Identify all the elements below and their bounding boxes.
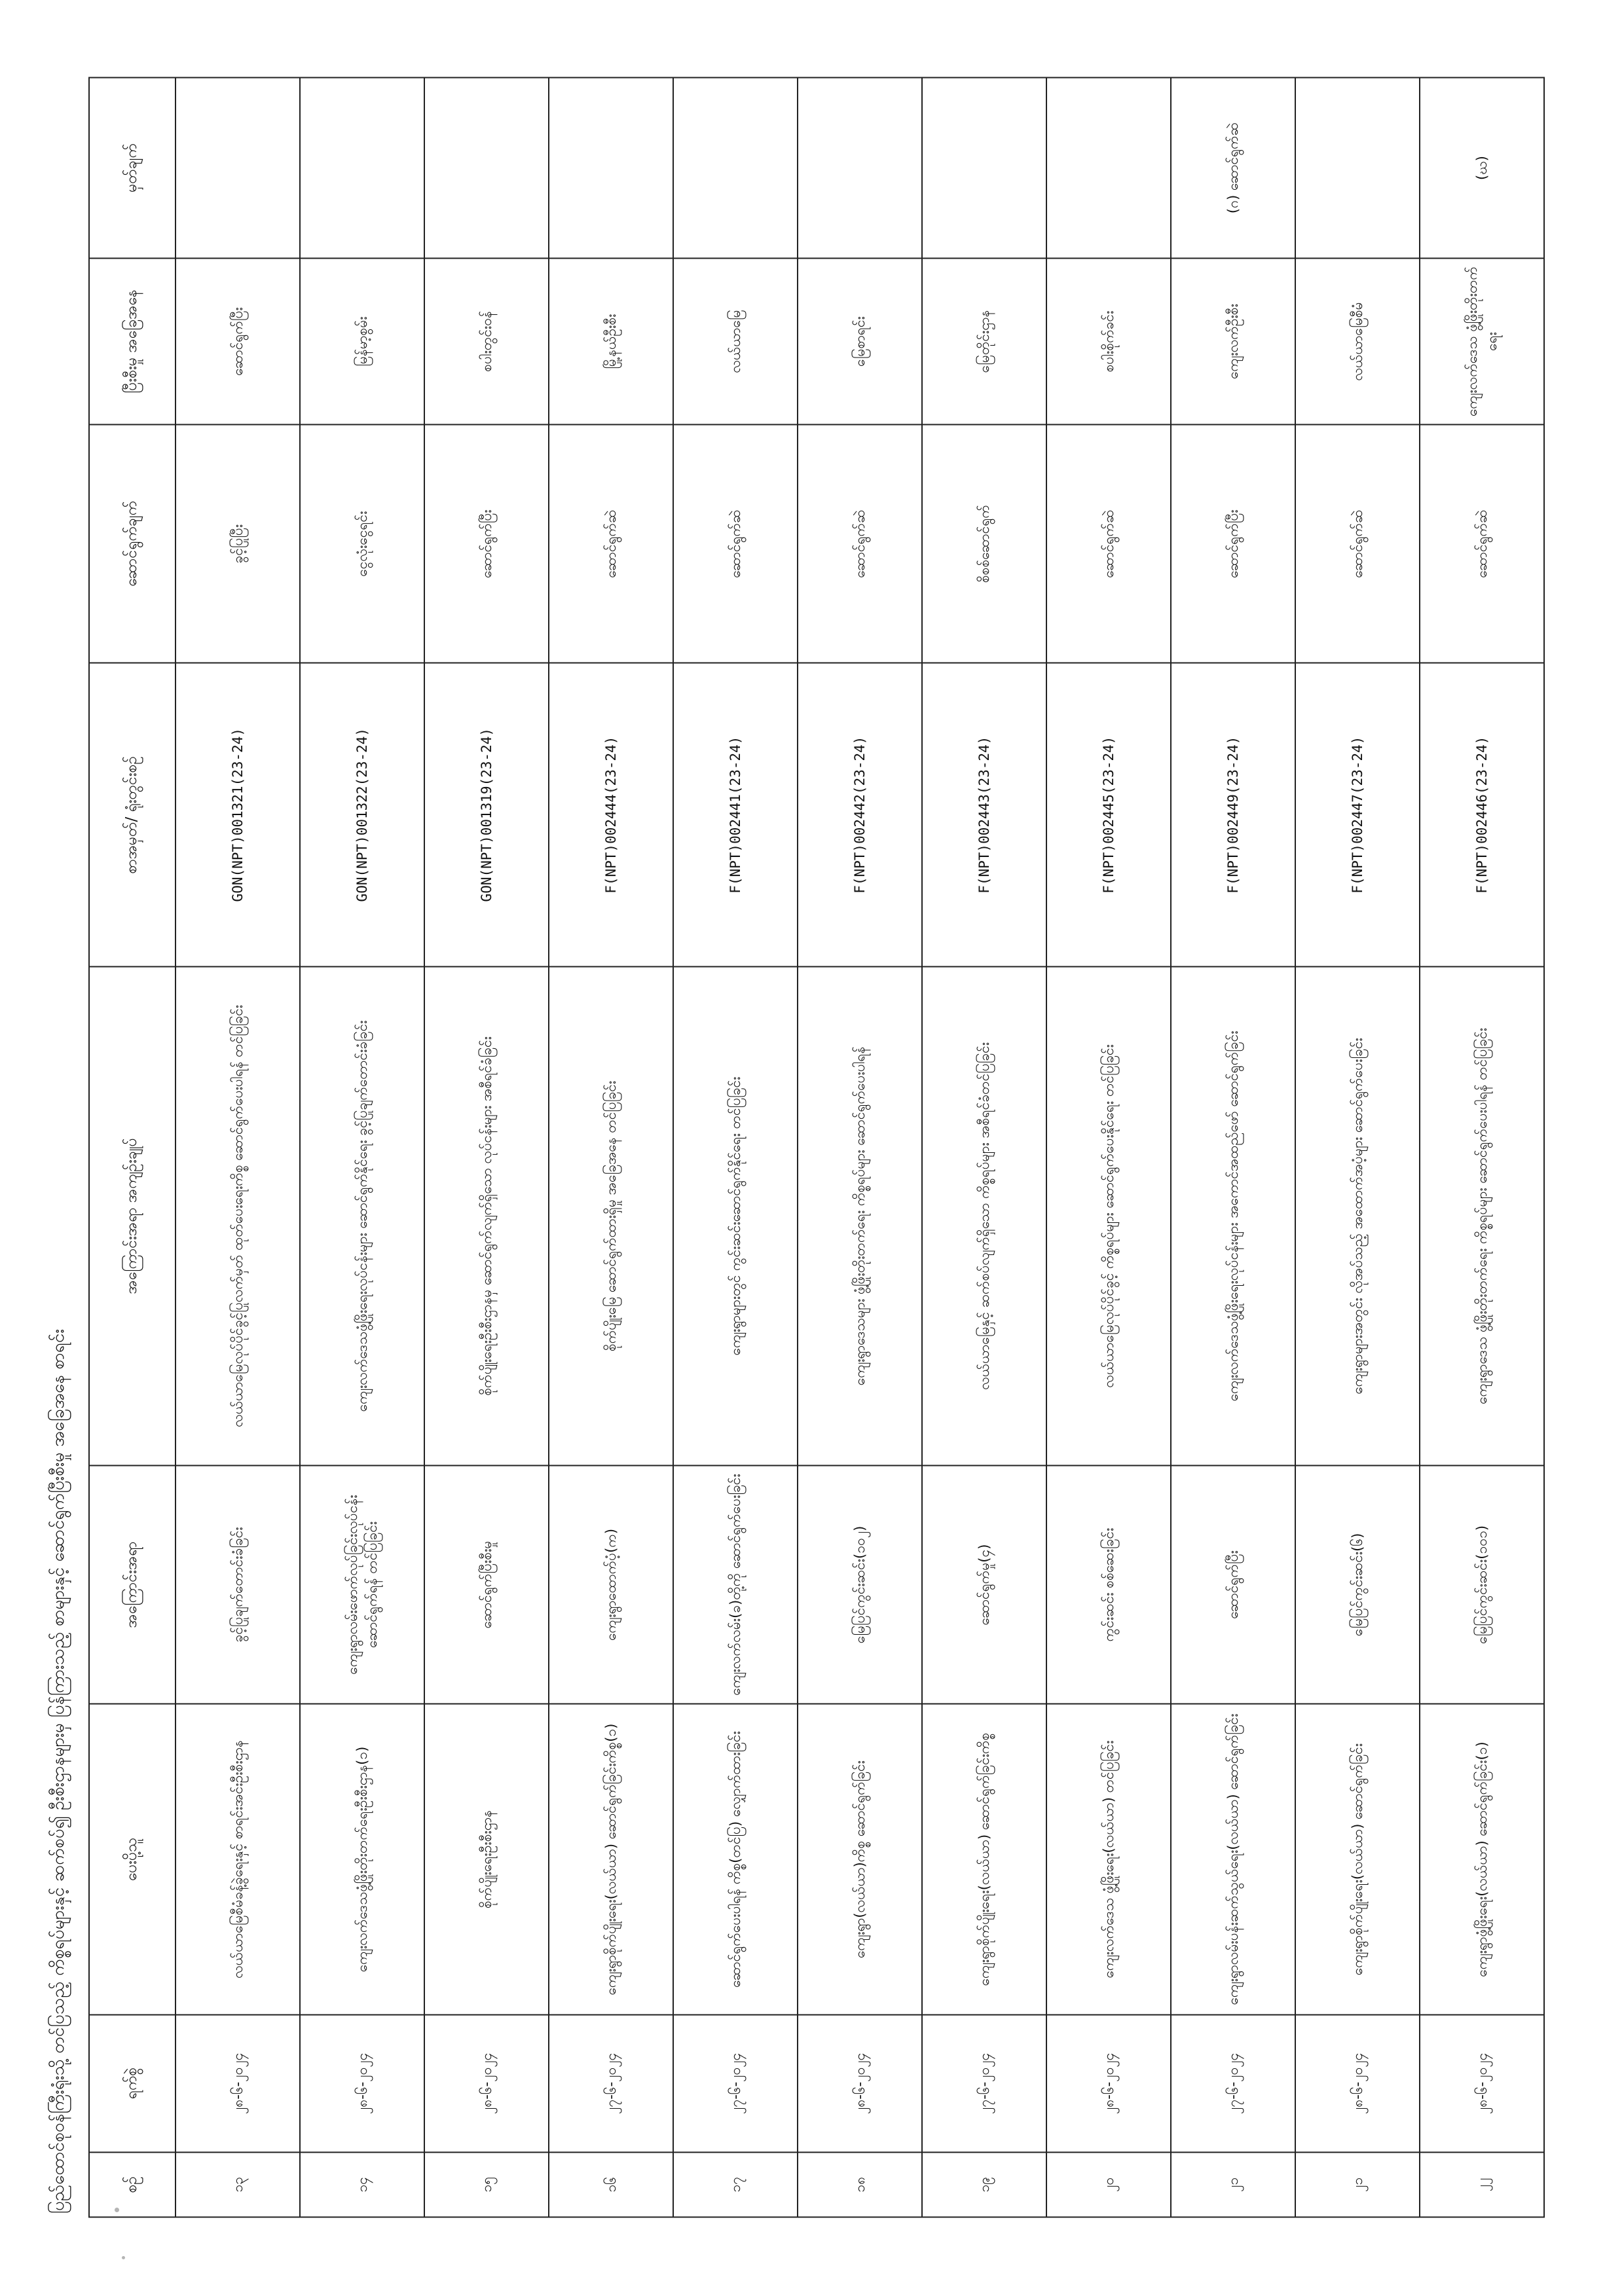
cell-content: ကျေးရွာများတွင် ကွင်းဆင်းဆောင်ရွက်နိုင်ရေး တင်ပြခြင်း bbox=[673, 966, 798, 1465]
cell-remark bbox=[922, 77, 1046, 258]
cell-remark bbox=[549, 77, 673, 258]
cell-content: လယ်ယာမြေလုပ်ပိုင်ခွင့်ပြုလက်မှတ် ထုတ်ပေးရေးကိစ္စ ဆောင်ရွက်ပေးပါရန် တင်ပြခြင်း bbox=[175, 966, 300, 1465]
cell-subject: ကျေးလက်လမ်း(ခ)တို့ကို ဆောင်ရွက်ပေးခြင်း bbox=[673, 1465, 798, 1704]
cell-date: ၂၈-၆-၂၀၂၄ bbox=[1420, 2014, 1544, 2152]
cell-no: ၂၁ bbox=[1171, 2152, 1295, 2217]
cell-action: ဆောင်ရွက်ဆဲ bbox=[1420, 424, 1544, 663]
cell-status: ကျေးလက်ဒေသ ဖွံ့ဖြိုးတိုးတက်ရေး bbox=[1420, 258, 1544, 424]
cell-letno: F(NPT)002442(23-24) bbox=[798, 663, 922, 966]
cell-sender: ကျေးရွာလမ်းပန်းဆက်သွယ်ရေး(လယ်ယာ) ဆောင်ရွက်ခြင်း bbox=[1171, 1704, 1295, 2014]
cell-sender: လယ်ယာမြေစီမံခန့်ခွဲရေးနှင့် စာရင်းအင်းဦးစီးဌာန bbox=[175, 1704, 300, 2014]
cell-subject: ကျေးရွာလမ်းဖောက်လုပ်ခြင်းလုပ်ငန်း ဆောင်ရွက်ရန် တင်ပြခြင်း bbox=[300, 1465, 424, 1704]
column-header-sender: ပေးပို့သူ bbox=[89, 1704, 175, 2014]
cell-date: ၂၇-၆-၂၀၂၄ bbox=[1171, 2014, 1295, 2152]
cell-status: ဆောင်ရွက်ပြီး bbox=[175, 258, 300, 424]
document-title: ပြည်ထောင်စုဝန်ကြီးရုံးသို့ တင်ပြသည့် ကိစ္စရပ်များနှင့် ဆက်စပ်၍ ဦးစီးဌာနများမှ ပြန်ကြားသည့် စာများနှင့် ဆောင်ရွက်ပြီးစီးမှု အခြေအနေ စာရင်း bbox=[48, 1328, 68, 2214]
cell-sender: ကျေးရွာစိုက်ပျိုးရေး(လယ်ယာ) ဆောင်ရွက်ခြင်း bbox=[1295, 1704, 1420, 2014]
cell-sender: ကျေးလက်ဒေသဖွံ့ဖြိုးတိုးတက်ရေးဦးစီးဌာန(၁) bbox=[300, 1704, 424, 2014]
column-header-remark: မှတ်ချက် bbox=[89, 77, 175, 258]
cell-action: ငွေလုံးငွေရင်း bbox=[300, 424, 424, 663]
cell-letno: GON(NPT)001322(23-24) bbox=[300, 663, 424, 966]
cell-action: စိစစ်ဆောင်ရွက် bbox=[922, 424, 1046, 663]
cell-content: ကျေးလက်ဒေသဖွံ့ဖြိုးရေးလုပ်ငန်းများ အကောင်အထည်ဖော် ဆောင်ရွက်ခြင်း bbox=[1171, 966, 1295, 1465]
cell-no: ၁၆ bbox=[549, 2152, 673, 2217]
cell-action: ဆောင်ရွက်ပြီး bbox=[1171, 424, 1295, 663]
cell-letno: F(NPT)002445(23-24) bbox=[1046, 663, 1171, 966]
cell-letno: F(NPT)002441(23-24) bbox=[673, 663, 798, 966]
cell-content: ကျေးလက်ဒေသဖွံ့ဖြိုးရေးလုပ်ငန်းများ ဆောင်ရွက်နိုင်ရေး ခွင့်ပြုချက်တောင်းခံခြင်း bbox=[300, 966, 424, 1465]
cell-remark bbox=[673, 77, 798, 258]
table-row bbox=[798, 77, 922, 2217]
scan-speckle bbox=[115, 2208, 119, 2212]
table-row bbox=[1171, 77, 1295, 2217]
cell-action: ဆောင်ရွက်ပြီး bbox=[424, 424, 549, 663]
cell-no: ၂၁ bbox=[1295, 2152, 1420, 2217]
cell-date: ၂၈-၆-၂၀၂၄ bbox=[1295, 2014, 1420, 2152]
cell-remark bbox=[424, 77, 549, 258]
cell-no: ၂၀ bbox=[1046, 2152, 1171, 2217]
cell-date: ၂၈-၆-၂၀၂၄ bbox=[175, 2014, 300, 2152]
table-row bbox=[1046, 77, 1171, 2217]
cell-date: ၂၈-၆-၂၀၂၄ bbox=[424, 2014, 549, 2152]
cell-content: လယ်ယာမြေလုပ်ပိုင်ခွင့် ကိစ္စရပ်များ ဆောင်ရွက်ပေးနိုင်ရေး တင်ပြခြင်း bbox=[1046, 966, 1171, 1465]
column-header-subject: အကြောင်းအရာ bbox=[89, 1465, 175, 1704]
cell-subject: ကျေးရွာထောက်ပံ့(က) bbox=[549, 1465, 673, 1704]
cell-status: မြို့နယ်ဦးစီး bbox=[549, 258, 673, 424]
cell-subject: ဆောင်ရွက်ပြီး bbox=[1171, 1465, 1295, 1704]
cell-action: ဆောင်ရွက်ဆဲ bbox=[549, 424, 673, 663]
cell-no: ၂၂ bbox=[1420, 2152, 1544, 2217]
cell-sender: ဆောင်ရွက်ပေးပါရန် ကိစ္စ(တင်ပြ) လျှောက်ထားခြင်း bbox=[673, 1704, 798, 2014]
cell-status: မြေစာရင်း bbox=[798, 258, 922, 424]
cell-remark bbox=[175, 77, 300, 258]
cell-content: စိုက်ပျိုးမြေ ဆောင်ရွက်ထားရှိမှု အခြေအနေ တင်ပြခြင်း bbox=[549, 966, 673, 1465]
cell-action: ဆောင်ရွက်ဆဲ bbox=[1046, 424, 1171, 663]
table-row bbox=[300, 77, 424, 2217]
cell-content: လယ်ယာမြေနှင့် ဆက်စပ်လျက်ရှိသော ကိစ္စရပ်များ အစီရင်ခံတင်ပြခြင်း bbox=[922, 966, 1046, 1465]
cell-subject: မြေပြင်ကွင်းဆင်း(၁၀၁) bbox=[1420, 1465, 1544, 1704]
cell-content: ကျေးရွာဒေသများ ဖွံ့ဖြိုးတိုးတက်ရေး ကိစ္စရပ်များ ဆောင်ရွက်ပေးပါရန် bbox=[798, 966, 922, 1465]
cell-sender: ကျေးရွာစိုက်ပျိုးရေး(လယ်ယာ) ဆောင်ရွက်ခြင်းကိစ္စ bbox=[922, 1704, 1046, 2014]
cell-action: ဆောင်ရွက်ဆဲ bbox=[798, 424, 922, 663]
cell-status: စပါးစိုက်ခင်း bbox=[1046, 258, 1171, 424]
cell-letno: F(NPT)002449(23-24) bbox=[1171, 663, 1295, 966]
cell-letno: F(NPT)002444(23-24) bbox=[549, 663, 673, 966]
table-row bbox=[549, 77, 673, 2217]
cell-subject: မြေပြင်ကွင်းဆင်း(၆) bbox=[1295, 1465, 1420, 1704]
cell-no: ၁၈ bbox=[798, 2152, 922, 2217]
cell-sender: ကျေးလက်ဒေသ ဖွံ့ဖြိုးရေး(လယ်ယာ) တင်ပြခြင်း bbox=[1046, 1704, 1171, 2014]
cell-subject: ခွင့်ပြုချက်တောင်းခံခြင်း bbox=[175, 1465, 300, 1704]
cell-remark: (ဂ) ဆောင်ရွက်ဆဲ bbox=[1171, 77, 1295, 258]
table-row bbox=[175, 77, 300, 2217]
table-body bbox=[175, 77, 1544, 2217]
cell-sender: စိုက်ပျိုးရေးဦးစီးဌာန bbox=[424, 1704, 549, 2014]
cell-content: စိုက်ပျိုးရေးဦးစီးဌာနမှ ဆောင်ရွက်လျက်ရှိသော လုပ်ငန်းများ အစီရင်ခံခြင်း bbox=[424, 966, 549, 1465]
cell-date: ၂၈-၆-၂၀၂၄ bbox=[1046, 2014, 1171, 2152]
column-header-date: ရက်စွဲ bbox=[89, 2014, 175, 2152]
column-header-status: ပြီးစီးမှု အခြေအနေ bbox=[89, 258, 175, 424]
cell-remark bbox=[1295, 77, 1420, 258]
cell-date: ၂၇-၆-၂၀၂၄ bbox=[922, 2014, 1046, 2152]
cell-subject: ဆောင်ရွက်မှု(၄) bbox=[922, 1465, 1046, 1704]
cell-date: ၂၈-၆-၂၀၂၄ bbox=[798, 2014, 922, 2152]
cell-letno: F(NPT)002446(23-24) bbox=[1420, 663, 1544, 966]
cell-remark bbox=[798, 77, 922, 258]
cell-status: စပါးတွင်းဝန် bbox=[424, 258, 549, 424]
cell-content: ကျေးရွာဒေသ ဖွံ့ဖြိုးတိုးတက်ရေး ကိစ္စရပ်များ ဆောင်ရွက်ပေးပါရန် တင်ပြခြင်း bbox=[1420, 966, 1544, 1465]
column-header-letter-no: စာအမှတ်/ ရုံးတွင်းစဉ် bbox=[89, 663, 175, 966]
cell-subject: ကွင်းဆင်း စစ်ဆေးခြင်း bbox=[1046, 1465, 1171, 1704]
scan-speckle bbox=[122, 2256, 125, 2259]
cell-content: ကျေးရွာများအတွင်း လိုအပ်သည့် အထောက်အပံ့များ ဆောင်ရွက်ပေးခြင်း bbox=[1295, 966, 1420, 1465]
cell-sender: ကျေးရွာစိုက်ပျိုးရေး(လယ်ယာ) ဆောင်ရွက်ခြင်းကိစ္စ(၁) bbox=[549, 1704, 673, 2014]
cell-date: ၂၇-၆-၂၀၂၄ bbox=[549, 2014, 673, 2152]
cell-no: ၁၉ bbox=[922, 2152, 1046, 2217]
cell-subject: ဆောင်ရွက်ပြီးစီးမှု bbox=[424, 1465, 549, 1704]
cell-status: လယ်ယာမြေ bbox=[673, 258, 798, 424]
header-row bbox=[89, 77, 175, 2217]
cell-sender: ကျေးရွာဖွံ့ဖြိုးရေး(လယ်ယာ) ဆောင်ရွက်ခြင်း(၁) bbox=[1420, 1704, 1544, 2014]
cell-action: ဆောင်ရွက်ဆဲ bbox=[673, 424, 798, 663]
cell-remark bbox=[300, 77, 424, 258]
cell-action: ဆောင်ရွက်ဆဲ bbox=[1295, 424, 1420, 663]
table-header bbox=[89, 77, 175, 2217]
column-header-action: ဆောင်ရွက်ချက် bbox=[89, 424, 175, 663]
correspondence-register-table bbox=[88, 77, 1545, 2217]
table-row bbox=[922, 77, 1046, 2217]
table-row bbox=[673, 77, 798, 2217]
cell-status: မြေတိုင်းဌာန bbox=[922, 258, 1046, 424]
cell-letno: F(NPT)002447(23-24) bbox=[1295, 663, 1420, 966]
cell-date: ၂၈-၆-၂၀၂၄ bbox=[300, 2014, 424, 2152]
cell-remark: (ဃ) bbox=[1420, 77, 1544, 258]
cell-action: ခွင့်ပြုပြီး bbox=[175, 424, 300, 663]
table-row bbox=[424, 77, 549, 2217]
table-row bbox=[1295, 77, 1420, 2217]
cell-no: ၁၅ bbox=[424, 2152, 549, 2217]
cell-no: ၁၃ bbox=[175, 2152, 300, 2217]
column-header-no: စဉ် bbox=[89, 2152, 175, 2217]
column-header-content: အကြောင်းအရာ အကျဉ်းချုပ် bbox=[89, 966, 175, 1465]
cell-status: လယ်ယာမြေစီမံ bbox=[1295, 258, 1420, 424]
cell-subject: မြေပြင်ကွင်းဆင်း(၁၀၂) bbox=[798, 1465, 922, 1704]
cell-status: မြန်မာ့စွမ်း bbox=[300, 258, 424, 424]
table-row bbox=[1420, 77, 1544, 2217]
cell-date: ၂၇-၆-၂၀၂၄ bbox=[673, 2014, 798, 2152]
cell-letno: F(NPT)002443(23-24) bbox=[922, 663, 1046, 966]
cell-sender: ကျေးရွာ(လယ်ယာ)ကိစ္စ ဆောင်ရွက်ခြင်း bbox=[798, 1704, 922, 2014]
cell-letno: GON(NPT)001319(23-24) bbox=[424, 663, 549, 966]
cell-remark bbox=[1046, 77, 1171, 258]
cell-no: ၁၇ bbox=[673, 2152, 798, 2217]
cell-no: ၁၄ bbox=[300, 2152, 424, 2217]
cell-letno: GON(NPT)001321(23-24) bbox=[175, 663, 300, 966]
cell-status: ကျေးလက်ဦးစီး bbox=[1171, 258, 1295, 424]
